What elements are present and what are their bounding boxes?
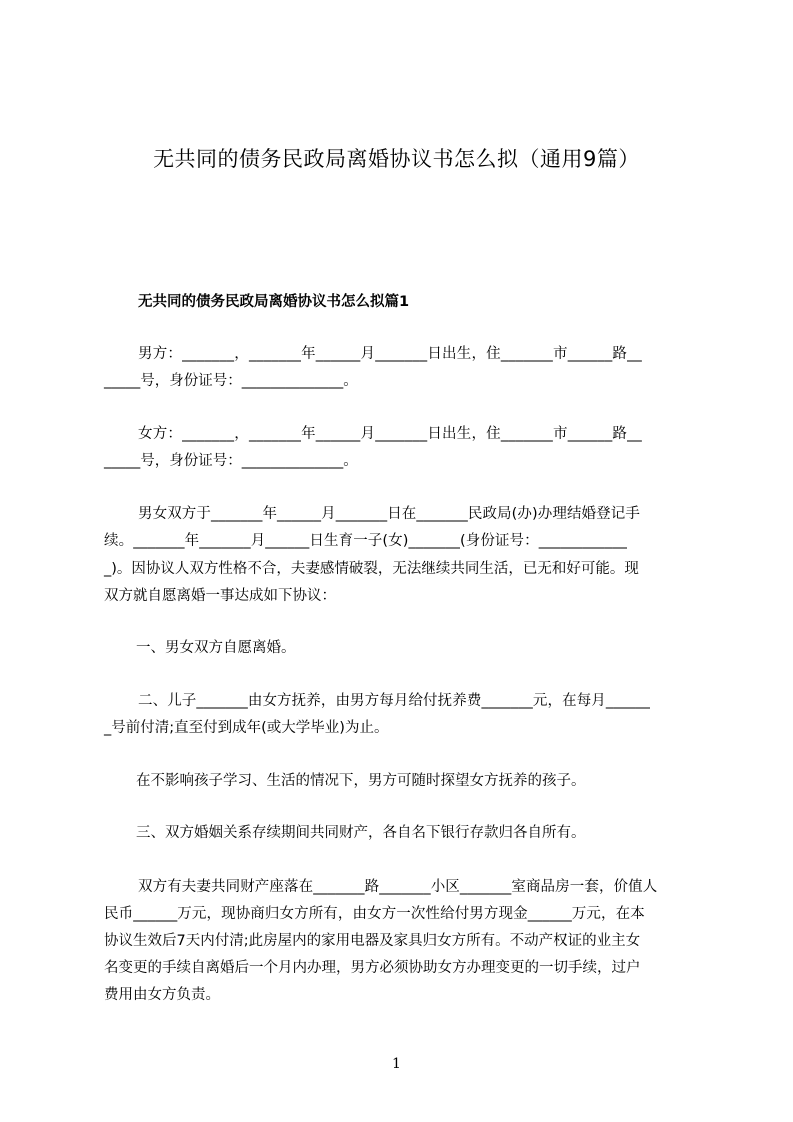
section-heading: 无共同的债务民政局离婚协议书怎么拟篇1 xyxy=(138,294,410,310)
property-line-5: 费用由女方负责。 xyxy=(104,987,220,1003)
clause-1: 一、男女双方自愿离婚。 xyxy=(136,640,296,656)
female-info-line-2: _____号，身份证号：______________。 xyxy=(104,453,358,469)
clause-2-line-1: 二、儿子_______由女方抚养，由男方每月给付抚养费_______元，在每月______ xyxy=(138,693,650,709)
male-info-line-2: _____号，身份证号：______________。 xyxy=(104,373,358,389)
intro-line-1: 男女双方于_______年______月_______日在_______民政局(办)办理结婚登记手 xyxy=(138,506,640,522)
male-info-line-1: 男方：_______，_______年______月_______日出生，住_______市______路__ xyxy=(138,346,642,362)
page-number: 1 xyxy=(392,1056,401,1072)
female-info-line-1: 女方：_______，_______年______月_______日出生，住_______市______路__ xyxy=(138,426,642,442)
clause-2-line-2: _号前付清;直至付到成年(或大学毕业)为止。 xyxy=(104,720,389,736)
intro-line-3: _)。因协议人双方性格不合，夫妻感情破裂，无法继续共同生活，已无和好可能。现 xyxy=(104,561,639,577)
visitation-paragraph: 在不影响孩子学习、生活的情况下，男方可随时探望女方抚养的孩子。 xyxy=(136,773,586,789)
intro-line-2: 续。_______年_______月______日生育一子(女)_______(身份证号：____________ xyxy=(104,533,627,549)
property-line-1: 双方有夫妻共同财产座落在_______路_______小区_______室商品房一套，价值人 xyxy=(138,879,658,895)
property-line-3: 协议生效后7天内付清;此房屋内的家用电器及家具归女方所有。不动产权证的业主女 xyxy=(104,933,641,949)
clause-3: 三、双方婚姻关系存续期间共同财产，各自名下银行存款归各自所有。 xyxy=(136,825,586,841)
document-title: 无共同的债务民政局离婚协议书怎么拟（通用9篇） xyxy=(153,147,640,171)
property-line-4: 名变更的手续自离婚后一个月内办理，男方必须协助女方办理变更的一切手续，过户 xyxy=(104,960,641,976)
property-line-2: 民币______万元，现协商归女方所有，由女方一次性给付男方现金______万元，在本 xyxy=(104,906,645,922)
intro-line-4: 双方就自愿离婚一事达成如下协议： xyxy=(104,588,336,604)
